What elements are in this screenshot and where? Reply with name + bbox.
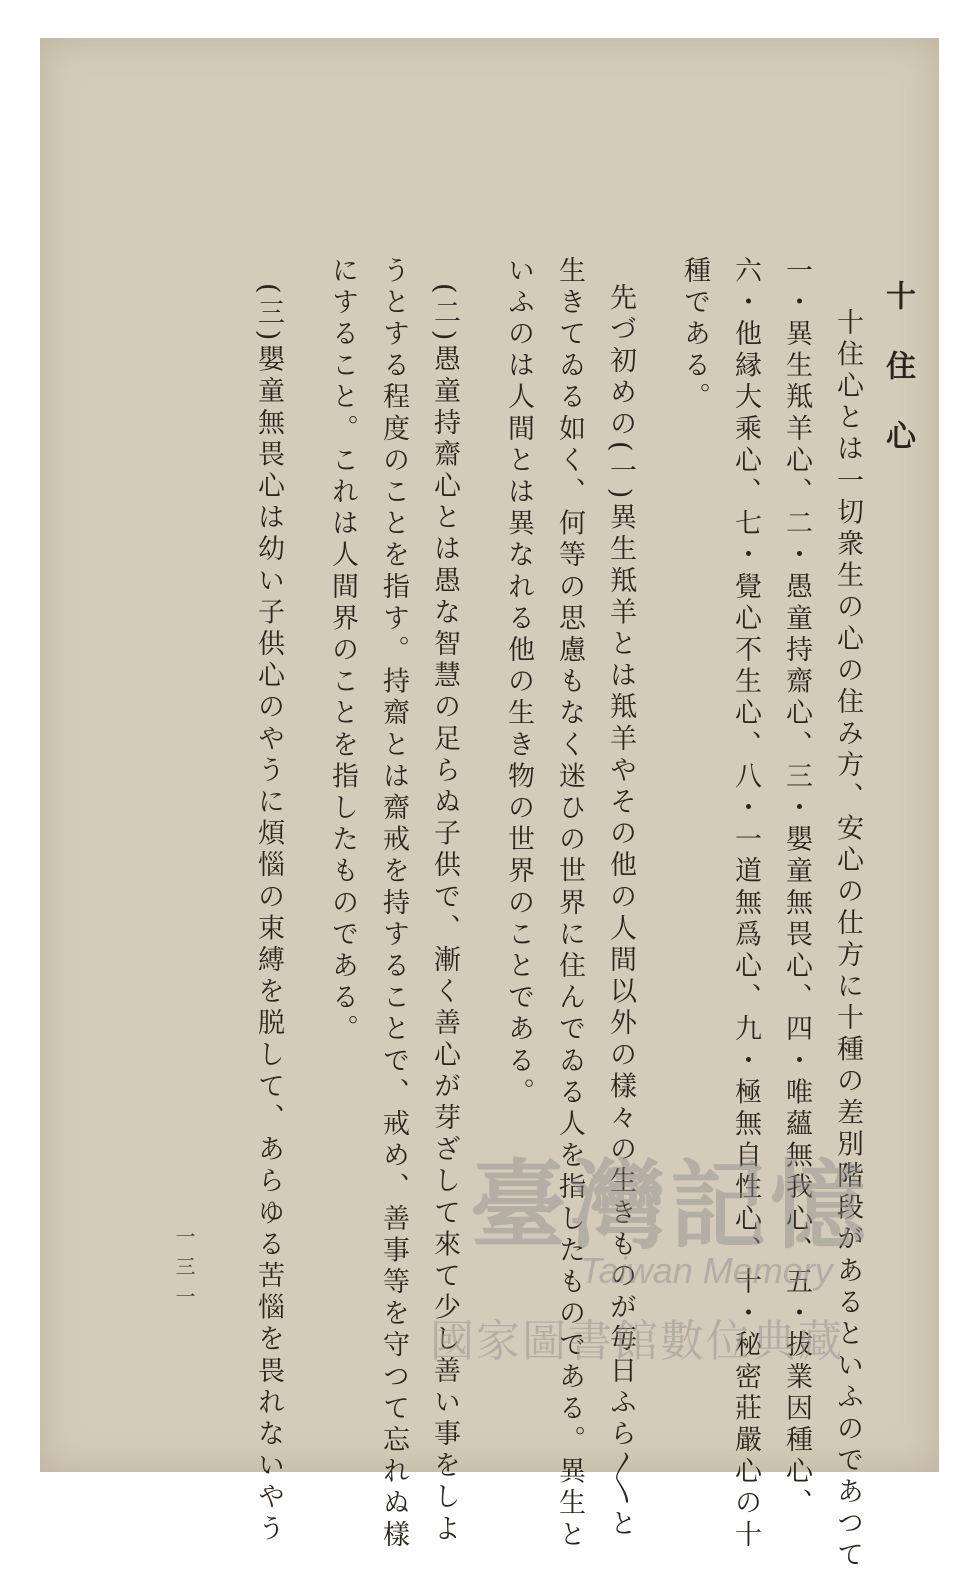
text-line: (二)愚童持齋心とは愚な智慧の足らぬ子供で、漸く善心が芽ざして來て少し善い事をしよ xyxy=(429,283,460,1546)
text-line: 先づ初めの(一)異生羝羊とは羝羊やその他の人間以外の樣々の生きものが毎日ふら〳〵と xyxy=(605,283,636,1542)
text-line: 一・異生羝羊心、二・愚童持齋心、三・嬰童無畏心、四・唯蘊無我心、五・拔業因種心、 xyxy=(781,256,812,1520)
page-number: 一三一 xyxy=(172,1226,196,1316)
text-line: (三)嬰童無畏心は幼い子供心のやうに煩惱の束縛を脱して、あらゆる苦惱を畏れないやう xyxy=(253,283,284,1546)
watermark-english: Taiwan Memory xyxy=(580,1250,833,1291)
text-line: にすること。これは人間界のことを指したものである。 xyxy=(327,256,358,1046)
text-line: いふのは人間とは異なれる他の生き物の世界のことである。 xyxy=(503,256,534,1110)
text-line: 十住心とは一切衆生の心の住み方、安心の仕方に十種の差別階段があるといふのであつて xyxy=(832,308,863,1572)
text-line: 生きてゐる如く、何等の思慮もなく迷ひの世界に住んでゐる人を指したものである。異生と xyxy=(554,256,585,1552)
chapter-title: 十住心 xyxy=(880,280,915,490)
watermark-organization: 國家圖書館數位典藏 xyxy=(430,1316,844,1367)
watermark-logo: 臺灣記憶 xyxy=(470,1149,870,1262)
text-line: 種である。 xyxy=(679,256,710,414)
text-line: うとする程度のことを指す。持齋とは齋戒を持することで、戒め、善事等を守つて忘れぬ樣 xyxy=(378,256,409,1552)
book-page xyxy=(40,38,939,1572)
text-line: 六・他縁大乘心、七・覺心不生心、八・一道無爲心、九・極無自性心、十・秘密莊嚴心の十 xyxy=(730,256,761,1552)
